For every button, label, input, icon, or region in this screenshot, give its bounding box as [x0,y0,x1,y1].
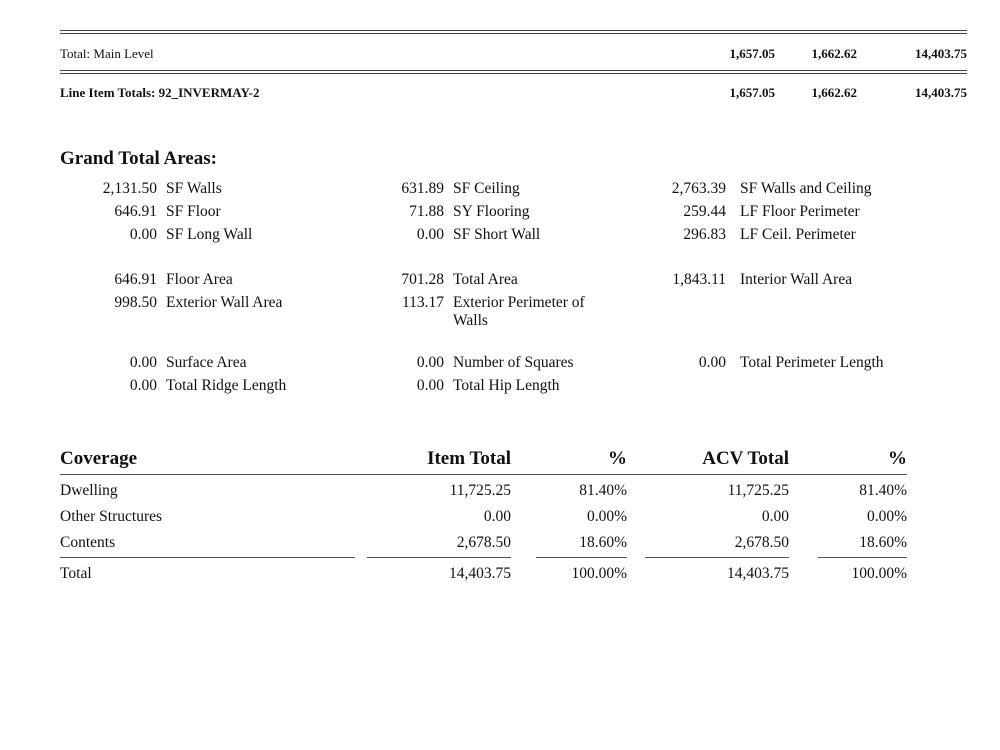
area-label: SY Flooring [453,203,530,220]
area-label: SF Long Wall [166,226,253,243]
area-value: 2,763.39 [671,180,726,197]
area-label: LF Ceil. Perimeter [740,226,856,243]
area-value: 113.17 [401,294,444,311]
total-rule [536,557,627,558]
summary-value: 1,662.62 [811,46,857,61]
area-value: 0.00 [416,354,444,371]
area-value: 296.83 [683,226,726,243]
coverage-cell: 0.00 [761,508,789,525]
summary-value: 1,662.62 [811,85,857,100]
area-value: 646.91 [114,203,157,220]
area-label: Total Hip Length [453,377,560,394]
coverage-cell: 14,403.75 [449,565,511,582]
total-rule [367,557,511,558]
coverage-cell: 11,725.25 [449,482,511,499]
coverage-label: Total [60,565,92,582]
coverage-cell: 81.40% [859,482,907,499]
coverage-cell: 14,403.75 [727,565,789,582]
header-rule [60,474,907,475]
summary-value: 14,403.75 [915,85,967,100]
area-label: Exterior Wall Area [166,294,283,311]
coverage-cell: 0.00% [866,508,907,525]
coverage-cell: 100.00% [851,565,907,582]
area-label: SF Ceiling [453,180,520,197]
summary-value: 1,657.05 [729,46,775,61]
summary-label: Line Item Totals: 92_INVERMAY-2 [60,85,260,100]
coverage-label: Contents [60,534,116,551]
coverage-label: Dwelling [60,482,118,499]
total-rule [645,557,789,558]
area-value: 998.50 [114,294,157,311]
coverage-cell: 81.40% [579,482,627,499]
coverage-cell: 100.00% [571,565,627,582]
area-label: SF Short Wall [453,226,541,243]
area-label: SF Floor [166,203,221,220]
area-value: 71.88 [409,203,444,220]
area-label: Floor Area [166,271,233,288]
coverage-header: Coverage [60,448,138,469]
area-label: Exterior Perimeter of Walls [453,294,585,329]
area-value: 259.44 [683,203,726,220]
coverage-cell: 18.60% [859,534,907,551]
area-value: 646.91 [114,271,157,288]
area-value: 701.28 [401,271,444,288]
area-label: Number of Squares [453,354,574,371]
area-value: 0.00 [698,354,726,371]
area-label: Total Ridge Length [166,377,287,394]
area-value: 0.00 [416,226,444,243]
area-label: SF Walls [166,180,222,197]
total-rule [60,557,355,558]
area-label: Total Perimeter Length [740,354,884,371]
area-label: Surface Area [166,354,247,371]
area-label: Total Area [453,271,518,288]
area-value: 0.00 [416,377,444,394]
total-rule [818,557,907,558]
area-value: 631.89 [401,180,444,197]
coverage-cell: 18.60% [579,534,627,551]
area-label: SF Walls and Ceiling [740,180,872,197]
area-value: 2,131.50 [102,180,157,197]
summary-value: 14,403.75 [915,46,967,61]
coverage-cell: 2,678.50 [734,534,789,551]
summary-label: Total: Main Level [60,46,154,61]
area-value: 0.00 [129,226,157,243]
area-label: Interior Wall Area [740,271,853,288]
summary-value: 1,657.05 [729,85,775,100]
coverage-cell: 0.00% [586,508,627,525]
area-value: 1,843.11 [672,271,726,288]
acv-percent-header: % [888,448,907,469]
top-double-rule [60,30,967,34]
area-value: 0.00 [129,354,157,371]
coverage-cell: 2,678.50 [456,534,511,551]
acv-total-header: ACV Total [702,448,789,469]
coverage-label: Other Structures [60,508,163,525]
grand-total-title: Grand Total Areas: [60,148,217,169]
item-total-header: Item Total [427,448,511,469]
area-label: LF Floor Perimeter [740,203,860,220]
mid-double-rule [60,70,967,74]
coverage-cell: 0.00 [483,508,511,525]
percent-header: % [608,448,627,469]
area-value: 0.00 [129,377,157,394]
coverage-cell: 11,725.25 [727,482,789,499]
